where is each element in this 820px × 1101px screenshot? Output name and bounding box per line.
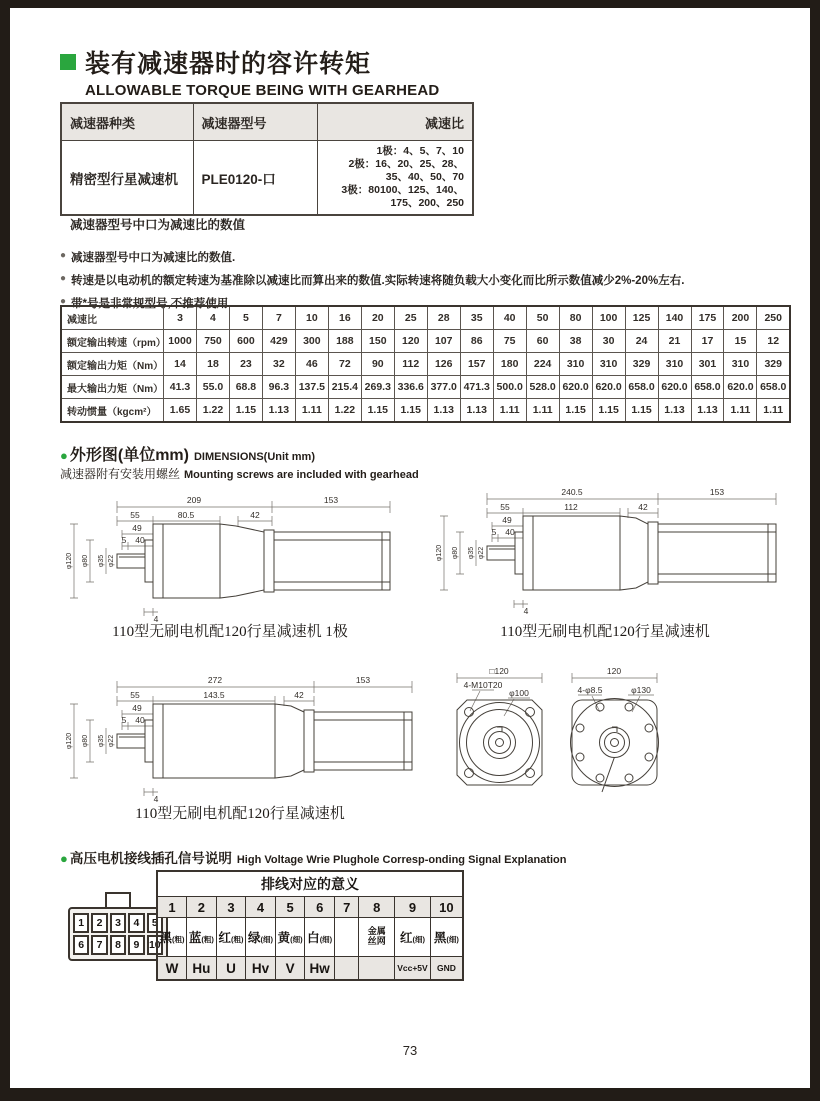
wire-color-name: 绿 bbox=[248, 930, 261, 945]
spec-cell: 1000 bbox=[164, 330, 197, 353]
connector-pin: 1 bbox=[73, 913, 89, 933]
motor-gearhead-outline bbox=[487, 516, 776, 590]
spec-cell: 107 bbox=[427, 330, 460, 353]
page-number: 73 bbox=[402, 1043, 418, 1058]
signal-value: Vcc+5V bbox=[395, 957, 431, 981]
spec-cell: 329 bbox=[625, 353, 658, 376]
dim-phi22: φ22 bbox=[108, 734, 115, 748]
wire-thickness-note: (粗) bbox=[230, 934, 244, 944]
spec-cell: 750 bbox=[196, 330, 229, 353]
gearhead-table-body-row bbox=[61, 141, 473, 216]
connector-pin: 3 bbox=[110, 913, 126, 933]
spec-cell: 30 bbox=[592, 330, 625, 353]
dimension-lines bbox=[70, 681, 412, 796]
spec-cell: 329 bbox=[757, 353, 790, 376]
spec-cell: 250 bbox=[757, 306, 790, 330]
dim-phi35: φ35 bbox=[468, 546, 475, 560]
page-title-en: ALLOWABLE TORQUE BEING WITH GEARHEAD bbox=[85, 82, 440, 99]
dimension-labels bbox=[122, 675, 371, 804]
dim-motor: 153 bbox=[709, 487, 725, 497]
spec-cell: 5 bbox=[229, 306, 262, 330]
spec-row bbox=[61, 306, 790, 330]
spec-cell: 1.15 bbox=[592, 399, 625, 423]
note-text: 带*号是非常规型号,不推荐使用. bbox=[71, 298, 232, 310]
spec-cell: 25 bbox=[394, 306, 427, 330]
signal-value bbox=[334, 957, 358, 981]
bullet-icon: ● bbox=[60, 273, 67, 284]
spec-cell: 336.6 bbox=[394, 376, 427, 399]
dim-adapter: 42 bbox=[294, 690, 304, 700]
note-text: 转速是以电动机的额定转速为基准除以减速比而算出来的数值.实际转速将随负载大小变化而比所示数值减少2%-20%左右. bbox=[71, 275, 685, 287]
spec-table-body bbox=[61, 306, 790, 422]
connector-grid bbox=[73, 913, 163, 955]
side-view-drawing-1 bbox=[60, 488, 400, 626]
dimensions-subtitle-en: Mounting screws are included with gearhead bbox=[184, 469, 419, 481]
signal-pin-number: 5 bbox=[275, 897, 305, 918]
spec-cell: 429 bbox=[262, 330, 295, 353]
spec-table bbox=[60, 305, 791, 423]
spec-cell: 180 bbox=[493, 353, 526, 376]
signal-colors-row bbox=[157, 918, 463, 957]
spec-cell: 224 bbox=[526, 353, 559, 376]
spec-cell: 1.22 bbox=[328, 399, 361, 423]
spec-cell: 24 bbox=[625, 330, 658, 353]
spec-cell: 120 bbox=[394, 330, 427, 353]
dim-phi80: φ80 bbox=[82, 734, 89, 748]
wire-thickness-note: (细) bbox=[290, 934, 303, 944]
spec-cell: 18 bbox=[196, 353, 229, 376]
signal-pin-number: 3 bbox=[216, 897, 246, 918]
dim-total: 240.5 bbox=[561, 487, 583, 497]
wire-thickness-note: (细) bbox=[412, 934, 425, 944]
signal-pin-number: 6 bbox=[305, 897, 335, 918]
dim-motor: 153 bbox=[323, 495, 339, 505]
spec-cell: 1.15 bbox=[559, 399, 592, 423]
dim-width120: 120 bbox=[606, 666, 622, 676]
dim-phi22: φ22 bbox=[478, 546, 485, 560]
dim-body: 80.5 bbox=[177, 510, 195, 520]
diameter-labels bbox=[436, 545, 485, 561]
spec-cell: 1.11 bbox=[526, 399, 559, 423]
spec-cell: 1.13 bbox=[262, 399, 295, 423]
spec-cell: 150 bbox=[361, 330, 394, 353]
signal-heading-zh: 高压电机接线插孔信号说明 bbox=[69, 851, 232, 866]
spec-cell: 600 bbox=[229, 330, 262, 353]
signal-wire-color bbox=[334, 918, 358, 957]
spec-cell: 16 bbox=[328, 306, 361, 330]
spec-cell: 75 bbox=[493, 330, 526, 353]
spec-cell: 72 bbox=[328, 353, 361, 376]
dim-bolt-circle: φ100 bbox=[509, 688, 529, 698]
signal-value: W bbox=[157, 957, 187, 981]
spec-cell: 80 bbox=[559, 306, 592, 330]
wire-thickness-note: (粗) bbox=[201, 934, 214, 944]
signal-wire-color bbox=[246, 918, 276, 957]
spec-cell: 500.0 bbox=[493, 376, 526, 399]
spec-cell: 112 bbox=[394, 353, 427, 376]
spec-cell: 1.13 bbox=[658, 399, 691, 423]
spec-cell: 1.65 bbox=[164, 399, 197, 423]
dim-5: 5 bbox=[121, 715, 127, 725]
spec-cell: 1.11 bbox=[493, 399, 526, 423]
drawing3-caption: 110型无刷电机配120行星减速机 bbox=[135, 806, 345, 822]
spec-cell: 38 bbox=[559, 330, 592, 353]
signal-wire-color bbox=[157, 918, 187, 957]
dimensions-heading-zh: 外形图(单位mm) bbox=[69, 447, 189, 464]
wire-color-name: 红 bbox=[399, 930, 413, 945]
dim-body: 143.5 bbox=[203, 690, 225, 700]
wire-thickness-note: (细) bbox=[260, 934, 274, 944]
side-view-drawing-2 bbox=[430, 480, 780, 618]
signal-wire-color bbox=[359, 918, 395, 957]
green-square-icon bbox=[60, 54, 76, 70]
gearhead-type: 精密型行星减速机 bbox=[61, 141, 193, 216]
spec-cell: 528.0 bbox=[526, 376, 559, 399]
spec-row bbox=[61, 353, 790, 376]
spec-cell: 50 bbox=[526, 306, 559, 330]
dim-phi120: φ120 bbox=[66, 552, 73, 570]
dim-49: 49 bbox=[132, 703, 142, 713]
drawing1-caption: 110型无刷电机配120行星减速机 1极 bbox=[112, 624, 348, 640]
spec-cell: 620.0 bbox=[658, 376, 691, 399]
signal-pin-number: 10 bbox=[430, 897, 463, 918]
dim-4: 4 bbox=[523, 606, 529, 616]
signal-wire-color bbox=[395, 918, 431, 957]
side-view-drawing-3 bbox=[60, 668, 420, 806]
dim-motor: 153 bbox=[355, 675, 371, 685]
spec-cell: 40 bbox=[493, 306, 526, 330]
page-title-zh: 装有减速器时的容许转矩 bbox=[85, 50, 372, 78]
gearhead-ratios bbox=[317, 141, 473, 216]
dim-shaft: 55 bbox=[130, 690, 140, 700]
wire-thickness-note: (细) bbox=[319, 934, 333, 944]
signal-value: U bbox=[216, 957, 246, 981]
dim-shaft: 55 bbox=[500, 502, 510, 512]
spec-cell: 1.15 bbox=[361, 399, 394, 423]
connector-pin: 9 bbox=[128, 935, 144, 955]
gearhead-flange-outline bbox=[457, 700, 542, 785]
spec-cell: 20 bbox=[361, 306, 394, 330]
spec-row-label: 转动惯量（kgcm²） bbox=[61, 399, 164, 423]
signal-table bbox=[156, 870, 464, 981]
dim-phi35: φ35 bbox=[98, 734, 105, 748]
spec-cell: 1.13 bbox=[460, 399, 493, 423]
spec-cell: 7 bbox=[262, 306, 295, 330]
wire-color-name: 蓝 bbox=[188, 930, 202, 945]
spec-cell: 301 bbox=[691, 353, 724, 376]
signal-value: V bbox=[275, 957, 305, 981]
signal-table-title: 排线对应的意义 bbox=[157, 871, 463, 897]
wire-thickness-note: (细) bbox=[446, 934, 459, 944]
connector-pin: 6 bbox=[73, 935, 89, 955]
dim-4: 4 bbox=[153, 794, 159, 804]
spec-cell: 1.15 bbox=[229, 399, 262, 423]
spec-cell: 15 bbox=[724, 330, 757, 353]
connector-pin: 4 bbox=[128, 913, 144, 933]
dim-5: 5 bbox=[121, 535, 127, 545]
spec-cell: 68.8 bbox=[229, 376, 262, 399]
connector-pin: 10 bbox=[147, 935, 163, 955]
spec-cell: 23 bbox=[229, 353, 262, 376]
gearhead-header-ratio: 减速比 bbox=[317, 103, 473, 141]
motor-gearhead-outline bbox=[117, 704, 412, 778]
ratio-line: 1极：4、5、7、10 bbox=[376, 145, 464, 157]
spec-cell: 60 bbox=[526, 330, 559, 353]
spec-cell: 269.3 bbox=[361, 376, 394, 399]
dimensions-subtitle bbox=[60, 465, 419, 482]
signal-wire-color bbox=[187, 918, 217, 957]
spec-cell: 1.13 bbox=[691, 399, 724, 423]
signal-wire-color bbox=[305, 918, 335, 957]
spec-cell: 28 bbox=[427, 306, 460, 330]
connector-pin: 2 bbox=[91, 913, 107, 933]
signal-wire-color bbox=[216, 918, 246, 957]
spec-cell: 126 bbox=[427, 353, 460, 376]
diameter-labels bbox=[66, 733, 115, 749]
spec-cell: 620.0 bbox=[559, 376, 592, 399]
spec-cell: 35 bbox=[460, 306, 493, 330]
spec-cell: 1.11 bbox=[757, 399, 790, 423]
spec-cell: 14 bbox=[164, 353, 197, 376]
signal-pin-number: 4 bbox=[246, 897, 276, 918]
spec-cell: 125 bbox=[625, 306, 658, 330]
spec-cell: 32 bbox=[262, 353, 295, 376]
wire-color-name: 黄 bbox=[277, 930, 291, 945]
spec-cell: 471.3 bbox=[460, 376, 493, 399]
spec-cell: 157 bbox=[460, 353, 493, 376]
ratio-line: 3极：80100、125、140、 bbox=[341, 184, 464, 196]
spec-row-label: 额定输出转速（rpm） bbox=[61, 330, 164, 353]
dim-adapter: 42 bbox=[250, 510, 260, 520]
dim-phi80: φ80 bbox=[82, 554, 89, 568]
dim-holes: 4-φ8.5 bbox=[577, 685, 603, 695]
spec-cell: 1.15 bbox=[394, 399, 427, 423]
dim-phi80: φ80 bbox=[452, 546, 459, 560]
spec-cell: 10 bbox=[295, 306, 328, 330]
signal-value: Hv bbox=[246, 957, 276, 981]
dim-5: 5 bbox=[491, 527, 497, 537]
spec-cell: 310 bbox=[559, 353, 592, 376]
spec-cell: 17 bbox=[691, 330, 724, 353]
spec-cell: 3 bbox=[164, 306, 197, 330]
note-item bbox=[60, 249, 684, 265]
green-dot-icon: ● bbox=[60, 851, 68, 866]
motor-flange-outline bbox=[571, 699, 659, 793]
spec-cell: 100 bbox=[592, 306, 625, 330]
wire-color-name: 黑 bbox=[159, 930, 173, 945]
signal-wire-color bbox=[275, 918, 305, 957]
signal-heading bbox=[60, 847, 566, 867]
connector-tab bbox=[105, 892, 131, 907]
signal-value: Hw bbox=[305, 957, 335, 981]
title-block bbox=[60, 44, 439, 99]
gearhead-header-type: 减速器种类 bbox=[61, 103, 193, 141]
signal-values-row bbox=[157, 957, 463, 981]
dim-total: 272 bbox=[207, 675, 223, 685]
gearhead-footnote: 减速器型号中口为减速比的数值 bbox=[70, 218, 246, 232]
spec-cell: 215.4 bbox=[328, 376, 361, 399]
motor-gearhead-outline bbox=[117, 524, 390, 598]
dim-40: 40 bbox=[135, 535, 145, 545]
spec-cell: 200 bbox=[724, 306, 757, 330]
connector-pin: 8 bbox=[110, 935, 126, 955]
dimension-lines bbox=[70, 501, 390, 616]
spec-cell: 137.5 bbox=[295, 376, 328, 399]
spec-cell: 175 bbox=[691, 306, 724, 330]
dim-phi22: φ22 bbox=[108, 554, 115, 568]
dim-40: 40 bbox=[135, 715, 145, 725]
spec-cell: 1.11 bbox=[724, 399, 757, 423]
signal-pin-number: 1 bbox=[157, 897, 187, 918]
connector-pin: 5 bbox=[147, 913, 163, 933]
dim-phi120: φ120 bbox=[66, 732, 73, 750]
spec-cell: 86 bbox=[460, 330, 493, 353]
signal-pins-row bbox=[157, 897, 463, 918]
signal-pin-number: 7 bbox=[334, 897, 358, 918]
spec-cell: 188 bbox=[328, 330, 361, 353]
dimensions-heading bbox=[60, 442, 315, 465]
diameter-labels bbox=[66, 553, 115, 569]
dim-square120: □120 bbox=[489, 666, 509, 676]
spec-cell: 1.22 bbox=[196, 399, 229, 423]
gearhead-table bbox=[60, 102, 474, 216]
spec-cell: 46 bbox=[295, 353, 328, 376]
spec-cell: 55.0 bbox=[196, 376, 229, 399]
ratio-line: 175、200、250 bbox=[390, 197, 464, 209]
spec-cell: 12 bbox=[757, 330, 790, 353]
ratio-line: 35、40、50、70 bbox=[385, 171, 464, 183]
spec-row-label: 额定输出力矩（Nm） bbox=[61, 353, 164, 376]
signal-value bbox=[359, 957, 395, 981]
spec-row bbox=[61, 376, 790, 399]
dim-49: 49 bbox=[132, 523, 142, 533]
dim-outer130: φ130 bbox=[631, 685, 651, 695]
note-text: 减速器型号中口为减速比的数值. bbox=[71, 252, 236, 264]
spec-cell: 41.3 bbox=[164, 376, 197, 399]
spec-cell: 658.0 bbox=[625, 376, 658, 399]
note-item bbox=[60, 272, 684, 288]
bullet-icon: ● bbox=[60, 250, 67, 261]
dim-phi120: φ120 bbox=[436, 544, 443, 562]
dim-taps: 4-M10T20 bbox=[463, 680, 503, 690]
wire-color-name: 黑 bbox=[433, 930, 447, 945]
dimension-labels bbox=[492, 487, 725, 616]
spec-cell: 21 bbox=[658, 330, 691, 353]
wire-color-name: 红 bbox=[218, 930, 231, 945]
spec-cell: 96.3 bbox=[262, 376, 295, 399]
signal-pin-number: 9 bbox=[395, 897, 431, 918]
spec-cell: 310 bbox=[724, 353, 757, 376]
spec-cell: 310 bbox=[592, 353, 625, 376]
gearhead-model: PLE0120-口 bbox=[193, 141, 317, 216]
spec-row-label: 减速比 bbox=[61, 306, 164, 330]
signal-wire-color bbox=[430, 918, 463, 957]
spec-cell: 300 bbox=[295, 330, 328, 353]
connector-body bbox=[68, 907, 168, 961]
signal-table-title-row bbox=[157, 871, 463, 897]
wire-color-name: 金属丝网 bbox=[367, 925, 386, 946]
dim-49: 49 bbox=[502, 515, 512, 525]
dim-shaft: 55 bbox=[130, 510, 140, 520]
drawing2-caption: 110型无刷电机配120行星减速机 bbox=[500, 624, 710, 640]
dimension-lines bbox=[440, 493, 776, 608]
dim-body: 112 bbox=[564, 502, 578, 512]
ratio-line: 2极：16、20、25、28、 bbox=[348, 158, 464, 170]
connector-illustration bbox=[68, 892, 168, 961]
signal-pin-number: 8 bbox=[359, 897, 395, 918]
signal-pin-number: 2 bbox=[187, 897, 217, 918]
bullet-icon: ● bbox=[60, 296, 67, 307]
wire-thickness-note: (粗) bbox=[172, 934, 185, 944]
dim-phi35: φ35 bbox=[98, 554, 105, 568]
gearhead-table-header-row bbox=[61, 103, 473, 141]
signal-value: GND bbox=[430, 957, 463, 981]
spec-row bbox=[61, 330, 790, 353]
spec-cell: 658.0 bbox=[757, 376, 790, 399]
spec-cell: 1.13 bbox=[427, 399, 460, 423]
gearhead-header-model: 减速器型号 bbox=[193, 103, 317, 141]
spec-row bbox=[61, 399, 790, 423]
spec-cell: 4 bbox=[196, 306, 229, 330]
dimensions-heading-en: DIMENSIONS(Unit mm) bbox=[193, 451, 315, 463]
dim-total: 209 bbox=[186, 495, 202, 505]
dim-adapter: 42 bbox=[638, 502, 648, 512]
wire-color-name: 白 bbox=[307, 930, 320, 945]
spec-row-label: 最大输出力矩（Nm） bbox=[61, 376, 164, 399]
spec-cell: 90 bbox=[361, 353, 394, 376]
dim-4: 4 bbox=[153, 614, 159, 624]
connector-pin: 7 bbox=[91, 935, 107, 955]
spec-cell: 620.0 bbox=[724, 376, 757, 399]
spec-cell: 1.15 bbox=[625, 399, 658, 423]
dim-40: 40 bbox=[505, 527, 515, 537]
dimension-labels bbox=[464, 666, 651, 698]
spec-cell: 140 bbox=[658, 306, 691, 330]
signal-heading-en: High Voltage Wrie Plughole Corresp-onding Signal Explanation bbox=[236, 854, 567, 866]
spec-cell: 1.11 bbox=[295, 399, 328, 423]
spec-cell: 377.0 bbox=[427, 376, 460, 399]
green-dot-icon: ● bbox=[60, 448, 68, 463]
dimensions-subtitle-zh: 减速器附有安装用螺丝 bbox=[60, 467, 181, 481]
dimension-labels bbox=[122, 495, 339, 624]
spec-cell: 658.0 bbox=[691, 376, 724, 399]
signal-value: Hu bbox=[187, 957, 217, 981]
flange-front-views bbox=[442, 660, 672, 810]
spec-cell: 620.0 bbox=[592, 376, 625, 399]
spec-cell: 310 bbox=[658, 353, 691, 376]
